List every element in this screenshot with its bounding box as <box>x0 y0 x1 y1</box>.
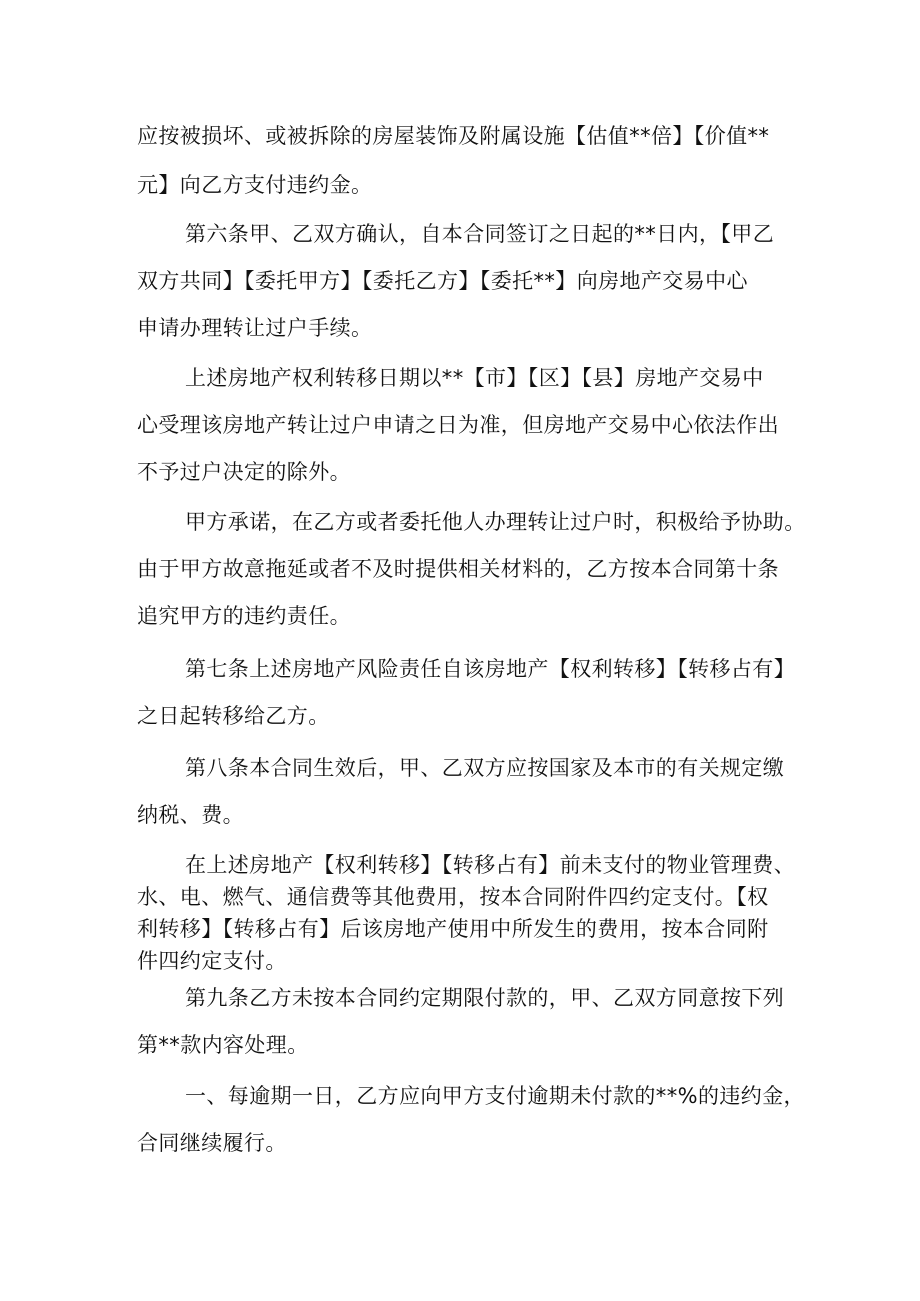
paragraph-line: 第六条甲、乙双方确认，自本合同签订之日起的**日内，【甲乙 <box>185 222 775 246</box>
paragraph-line: 合同继续履行。 <box>137 1131 287 1155</box>
paragraph-3 <box>137 355 797 496</box>
paragraph-line: 水、电、燃气、通信费等其他费用，按本合同附件四约定支付。【权 <box>137 885 769 909</box>
paragraph-line: 上述房地产权利转移日期以**【市】【区】【县】房地产交易中 <box>185 366 764 390</box>
paragraph-5 <box>137 646 797 740</box>
paragraph-4 <box>137 499 806 640</box>
paragraph-9 <box>137 1073 805 1167</box>
paragraph-line: 申请办理转让过户手续。 <box>137 316 373 340</box>
paragraph-1 <box>137 112 797 210</box>
paragraph-line: 甲方承诺，在乙方或者委托他人办理转让过户时，积极给予协助。 <box>185 510 806 534</box>
paragraph-line: 第七条上述房地产风险责任自该房地产【权利转移】【转移占有】 <box>185 657 796 681</box>
paragraph-line: 由于甲方故意拖延或者不及时提供相关材料的，乙方按本合同第十条 <box>137 557 779 581</box>
paragraph-line: 应按被损坏、或被拆除的房屋装饰及附属设施【估值**倍】【价值** <box>137 124 770 148</box>
paragraph-line: 第八条本合同生效后，甲、乙双方应按国家及本市的有关规定缴 <box>185 756 785 780</box>
paragraph-6 <box>137 745 797 839</box>
paragraph-2 <box>137 211 797 352</box>
paragraph-line: 件四约定支付。 <box>137 949 287 973</box>
paragraph-line: 心受理该房地产转让过户申请之日为准，但房地产交易中心依法作出 <box>137 413 779 437</box>
paragraph-line: 双方共同】【委托甲方】【委托乙方】【委托**】向房地产交易中心 <box>137 269 748 293</box>
paragraph-line: 第九条乙方未按本合同约定期限付款的，甲、乙双方同意按下列 <box>185 986 785 1010</box>
paragraph-line: 在上述房地产【权利转移】【转移占有】前未支付的物业管理费、 <box>185 853 796 877</box>
paragraph-line: 第**款内容处理。 <box>137 1033 309 1057</box>
paragraph-line: 纳税、费。 <box>137 803 244 827</box>
paragraph-line: 元】向乙方支付违约金。 <box>137 173 373 197</box>
paragraph-line: 一、每逾期一日，乙方应向甲方支付逾期未付款的**%的违约金， <box>185 1084 805 1108</box>
paragraph-line: 不予过户决定的除外。 <box>137 460 351 484</box>
paragraph-line: 利转移】【转移占有】后该房地产使用中所发生的费用，按本合同附 <box>137 917 769 941</box>
paragraph-line: 追究甲方的违约责任。 <box>137 604 351 628</box>
paragraph-8 <box>137 975 797 1069</box>
paragraph-line: 之日起转移给乙方。 <box>137 704 330 728</box>
paragraph-7 <box>137 849 797 977</box>
